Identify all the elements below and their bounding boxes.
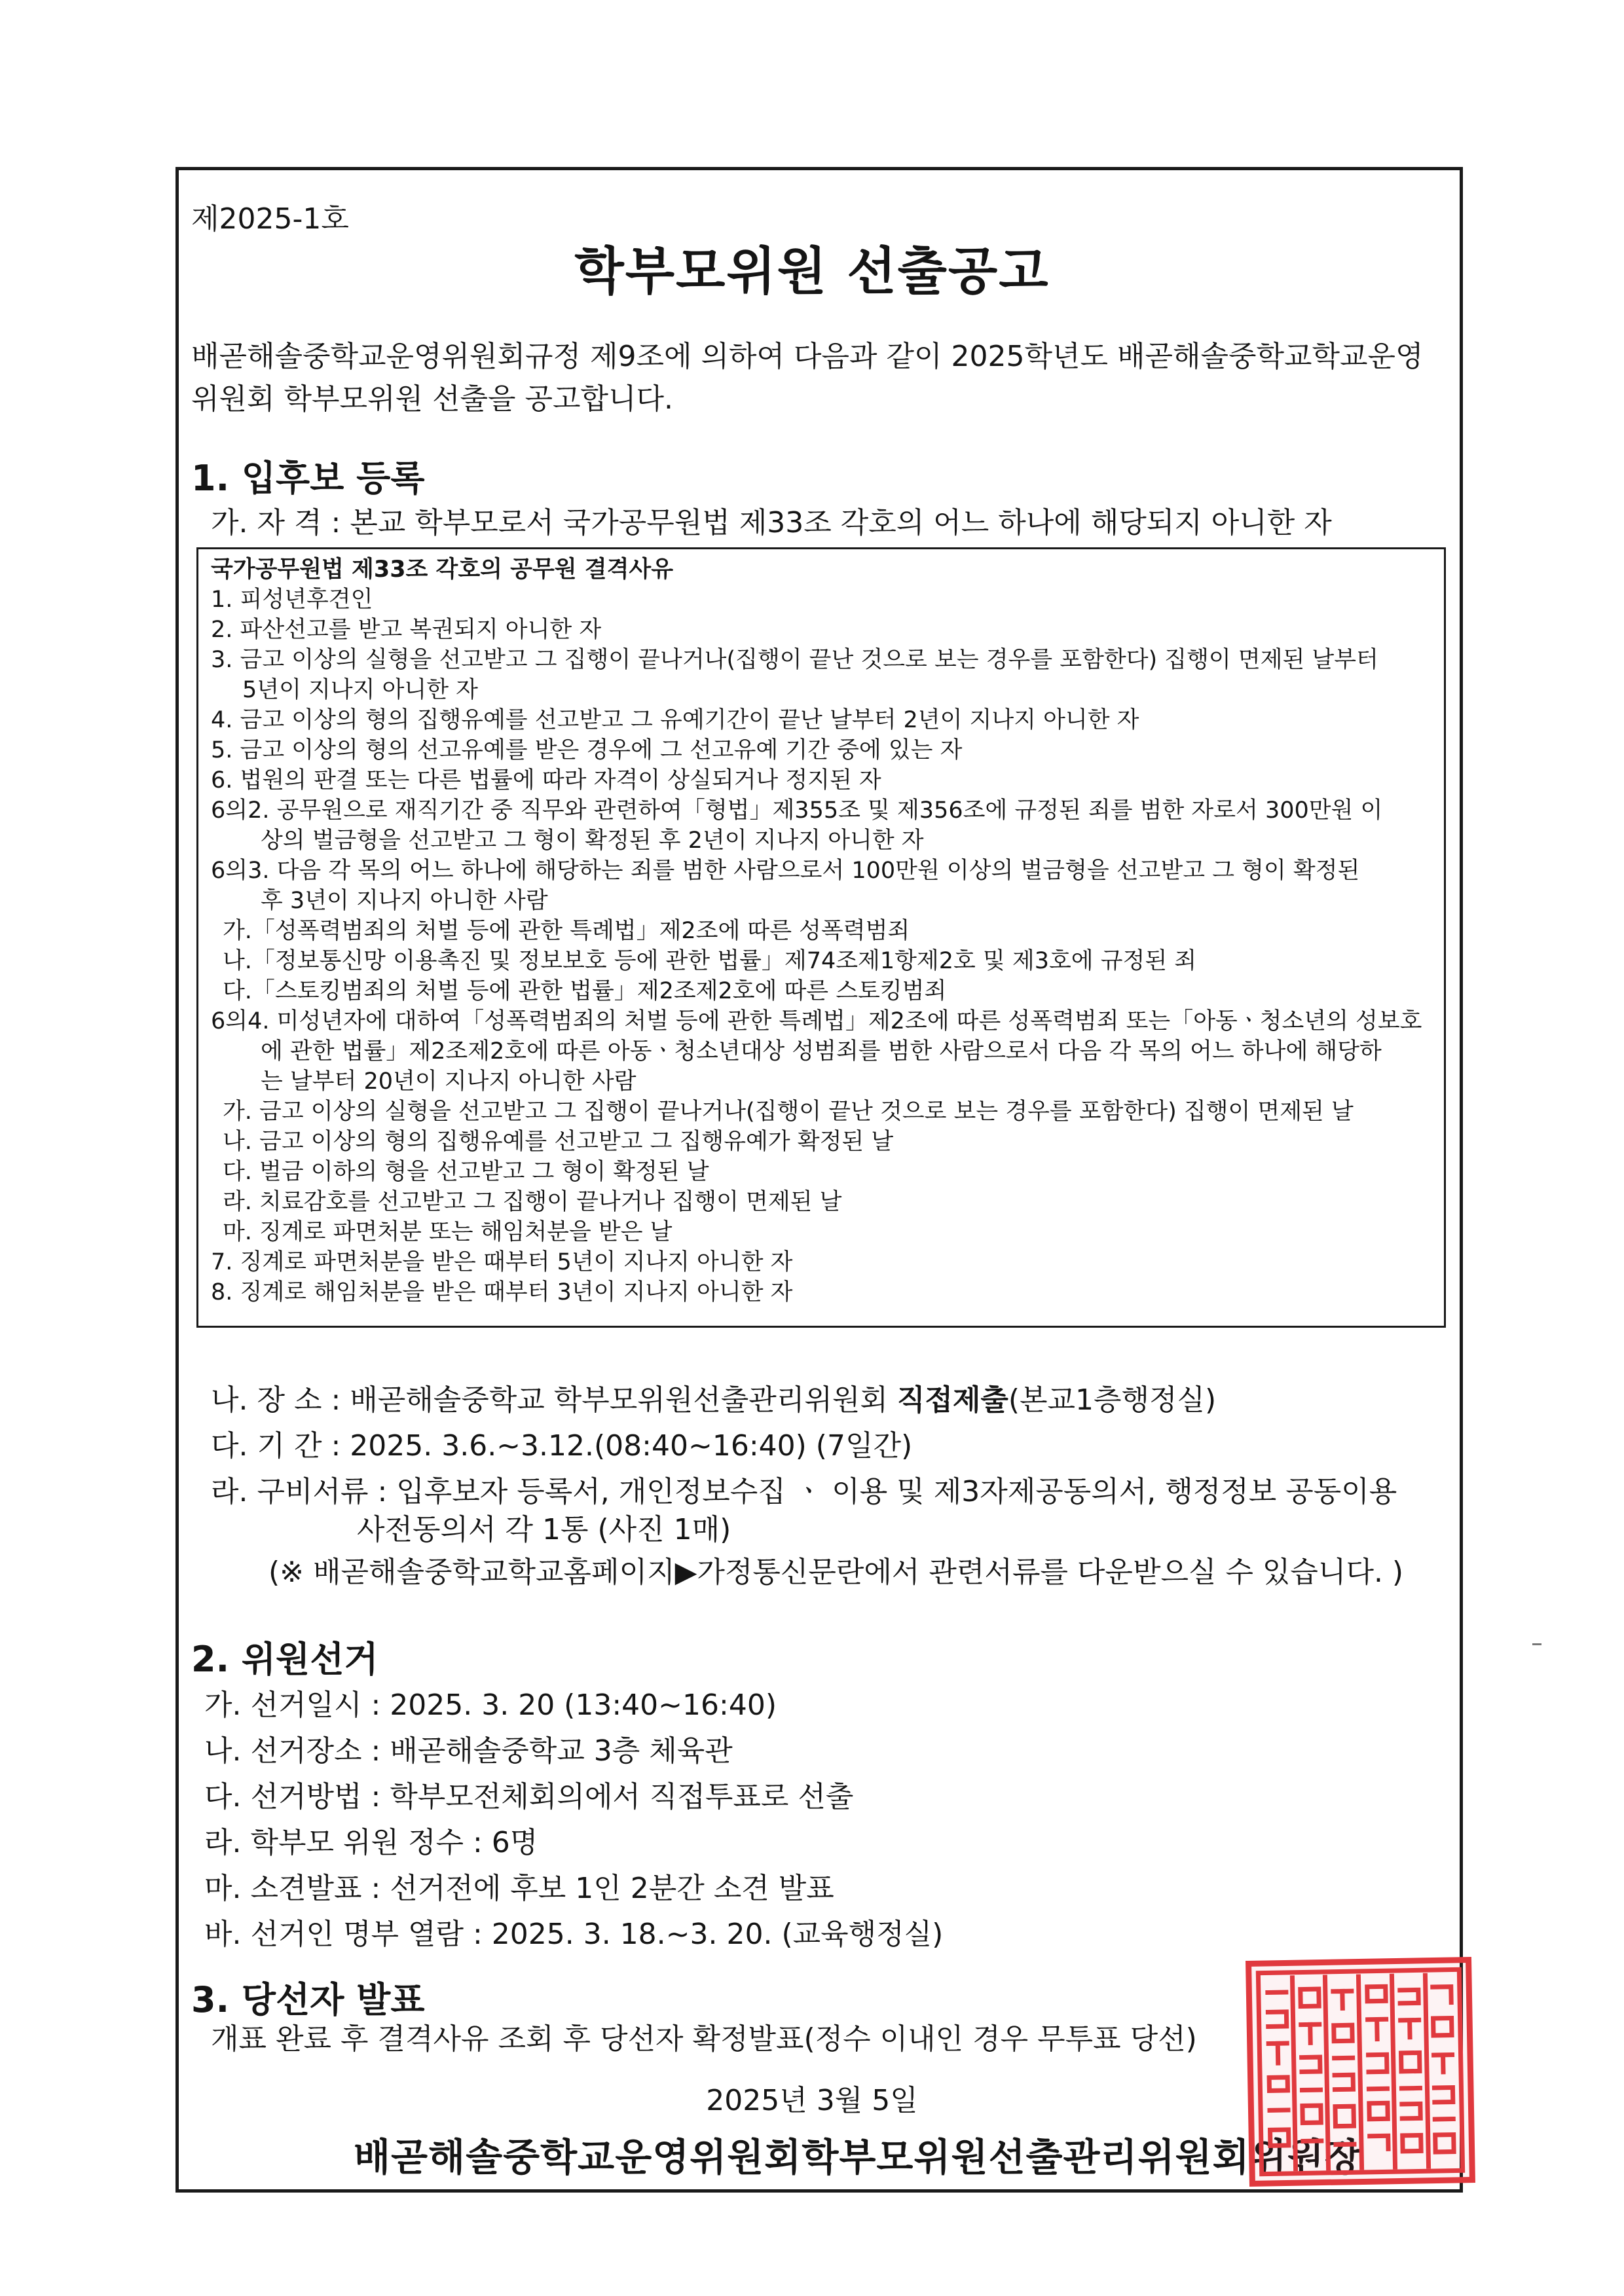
disq-item: 에 관한 법률」제2조제2호에 따른 아동ㆍ청소년대상 성범죄를 범한 사람으로서 다음 각 목의 어느 하나에 해당하 — [261, 1038, 1382, 1065]
disq-item: 상의 벌금형을 선고받고 그 형이 확정된 후 2년이 지나지 아니한 자 — [261, 828, 924, 854]
disq-item: 라. 치료감호를 선고받고 그 집행이 끝나거나 집행이 면제된 날 — [223, 1189, 842, 1215]
section-2-heading: 2. 위원선거 — [191, 1639, 378, 1680]
disq-item: 가.「성폭력범죄의 처벌 등에 관한 특례법」제2조에 따른 성폭력범죄 — [223, 918, 910, 944]
disq-item: 5. 금고 이상의 형의 선고유예를 받은 경우에 그 선고유예 기간 중에 있는 자 — [211, 737, 963, 763]
disq-item: 후 3년이 지나지 아니한 사람 — [261, 888, 548, 914]
disq-item: 6. 법원의 판결 또는 다른 법률에 따라 자격이 상실되거나 정지된 자 — [211, 767, 881, 793]
disq-item: 나. 금고 이상의 형의 집행유예를 선고받고 그 집행유예가 확정된 날 — [223, 1129, 894, 1155]
disq-item: 2. 파산선고를 받고 복권되지 아니한 자 — [211, 617, 602, 643]
disq-item: 3. 금고 이상의 실형을 선고받고 그 집행이 끝나거나(집행이 끝난 것으로 보는 경우를 포함한다) 집행이 면제된 날부터 — [211, 647, 1378, 673]
disq-item: 6의3. 다음 각 목의 어느 하나에 해당하는 죄를 범한 사람으로서 100만원 이상의 벌금형을 선고받고 그 형이 확정된 — [211, 858, 1360, 884]
election-item: 다. 선거방법 : 학부모전체회의에서 직접투표로 선출 — [204, 1780, 854, 1813]
election-item: 나. 선거장소 : 배곧해솔중학교 3층 체육관 — [204, 1734, 733, 1768]
document-number: 제2025-1호 — [191, 202, 349, 236]
place-bold-text: 직접제출 — [896, 1383, 1008, 1417]
intro-line-1: 배곧해솔중학교운영위원회규정 제9조에 의하여 다음과 같이 2025학년도 배곧해솔중학교학교운영 — [191, 340, 1424, 373]
download-note: (※ 배곧해솔중학교학교홈페이지▶가정통신문란에서 관련서류를 다운받으실 수 있습니다. ) — [268, 1556, 1404, 1589]
signature-line: 배곧해솔중학교운영위원회학부모위원선출관리위원회위원장 — [354, 2135, 1362, 2179]
election-item: 바. 선거인 명부 열람 : 2025. 3. 18.~3. 20. (교육행정실) — [204, 1918, 944, 1951]
disq-item: 4. 금고 이상의 형의 집행유예를 선고받고 그 유예기간이 끝난 날부터 2년이 지나지 아니한 자 — [211, 707, 1139, 733]
document-title: 학부모위원 선출공고 — [574, 242, 1050, 301]
disq-item: 6의4. 미성년자에 대하여「성폭력범죄의 처벌 등에 관한 특례법」제2조에 따른 성폭력범죄 또는「아동ㆍ청소년의 성보호 — [211, 1008, 1422, 1034]
disq-item: 마. 징계로 파면처분 또는 해임처분을 받은 날 — [223, 1219, 673, 1245]
section-1-heading: 1. 입후보 등록 — [191, 458, 425, 499]
period-line: 다. 기 간 : 2025. 3.6.~3.12.(08:40~16:40) (7일간) — [211, 1429, 913, 1463]
disq-item: 1. 피성년후견인 — [211, 587, 373, 613]
disq-item: 는 날부터 20년이 지나지 아니한 사람 — [261, 1068, 637, 1095]
disq-item: 6의2. 공무원으로 재직기간 중 직무와 관련하여「형법」제355조 및 제356조에 규정된 죄를 범한 자로서 300만원 이 — [211, 797, 1383, 824]
section-3-heading: 3. 당선자 발표 — [191, 1979, 425, 2020]
announcement-text: 개표 완료 후 결격사유 조회 후 당선자 확정발표(정수 이내인 경우 무투표 당선) — [211, 2022, 1197, 2056]
issue-date: 2025년 3월 5일 — [706, 2084, 918, 2117]
disq-item: 8. 징계로 해임처분을 받은 때부터 3년이 지나지 아니한 자 — [211, 1279, 793, 1305]
official-seal-icon — [1246, 1957, 1475, 2187]
place-suffix: (본교1층행정실) — [1008, 1383, 1217, 1417]
disq-item: 7. 징계로 파면처분을 받은 때부터 5년이 지나지 아니한 자 — [211, 1249, 793, 1275]
disqualification-title: 국가공무원법 제33조 각호의 공무원 결격사유 — [211, 556, 674, 583]
documents-line-1: 라. 구비서류 : 입후보자 등록서, 개인정보수집 ㆍ 이용 및 제3자제공동의서, 행정정보 공동이용 — [211, 1475, 1397, 1508]
election-item: 가. 선거일시 : 2025. 3. 20 (13:40~16:40) — [204, 1688, 777, 1722]
scan-mark — [1532, 1643, 1541, 1645]
disq-item: 가. 금고 이상의 실형을 선고받고 그 집행이 끝나거나(집행이 끝난 것으로 보는 경우를 포함한다) 집행이 면제된 날 — [223, 1099, 1354, 1125]
disq-item: 다. 벌금 이하의 형을 선고받고 그 형이 확정된 날 — [223, 1159, 709, 1185]
election-item: 라. 학부모 위원 정수 : 6명 — [204, 1826, 538, 1859]
place-text: 나. 장 소 : 배곧해솔중학교 학부모위원선출관리위원회 — [211, 1383, 897, 1417]
disq-item: 5년이 지나지 아니한 자 — [242, 677, 478, 703]
qualification-line: 가. 자 격 : 본교 학부모로서 국가공무원법 제33조 각호의 어느 하나에 해당되지 아니한 자 — [211, 506, 1332, 539]
documents-line-2: 사전동의서 각 1통 (사진 1매) — [357, 1513, 731, 1546]
place-line — [211, 1376, 1216, 1418]
intro-line-2: 위원회 학부모위원 선출을 공고합니다. — [191, 382, 674, 416]
election-item: 마. 소견발표 : 선거전에 후보 1인 2분간 소견 발표 — [204, 1872, 834, 1905]
disq-item: 다.「스토킹범죄의 처벌 등에 관한 법률」제2조제2호에 따른 스토킹범죄 — [223, 978, 947, 1004]
disq-item: 나.「정보통신망 이용촉진 및 정보보호 등에 관한 법률」제74조제1항제2호 및 제3호에 규정된 죄 — [223, 948, 1197, 974]
